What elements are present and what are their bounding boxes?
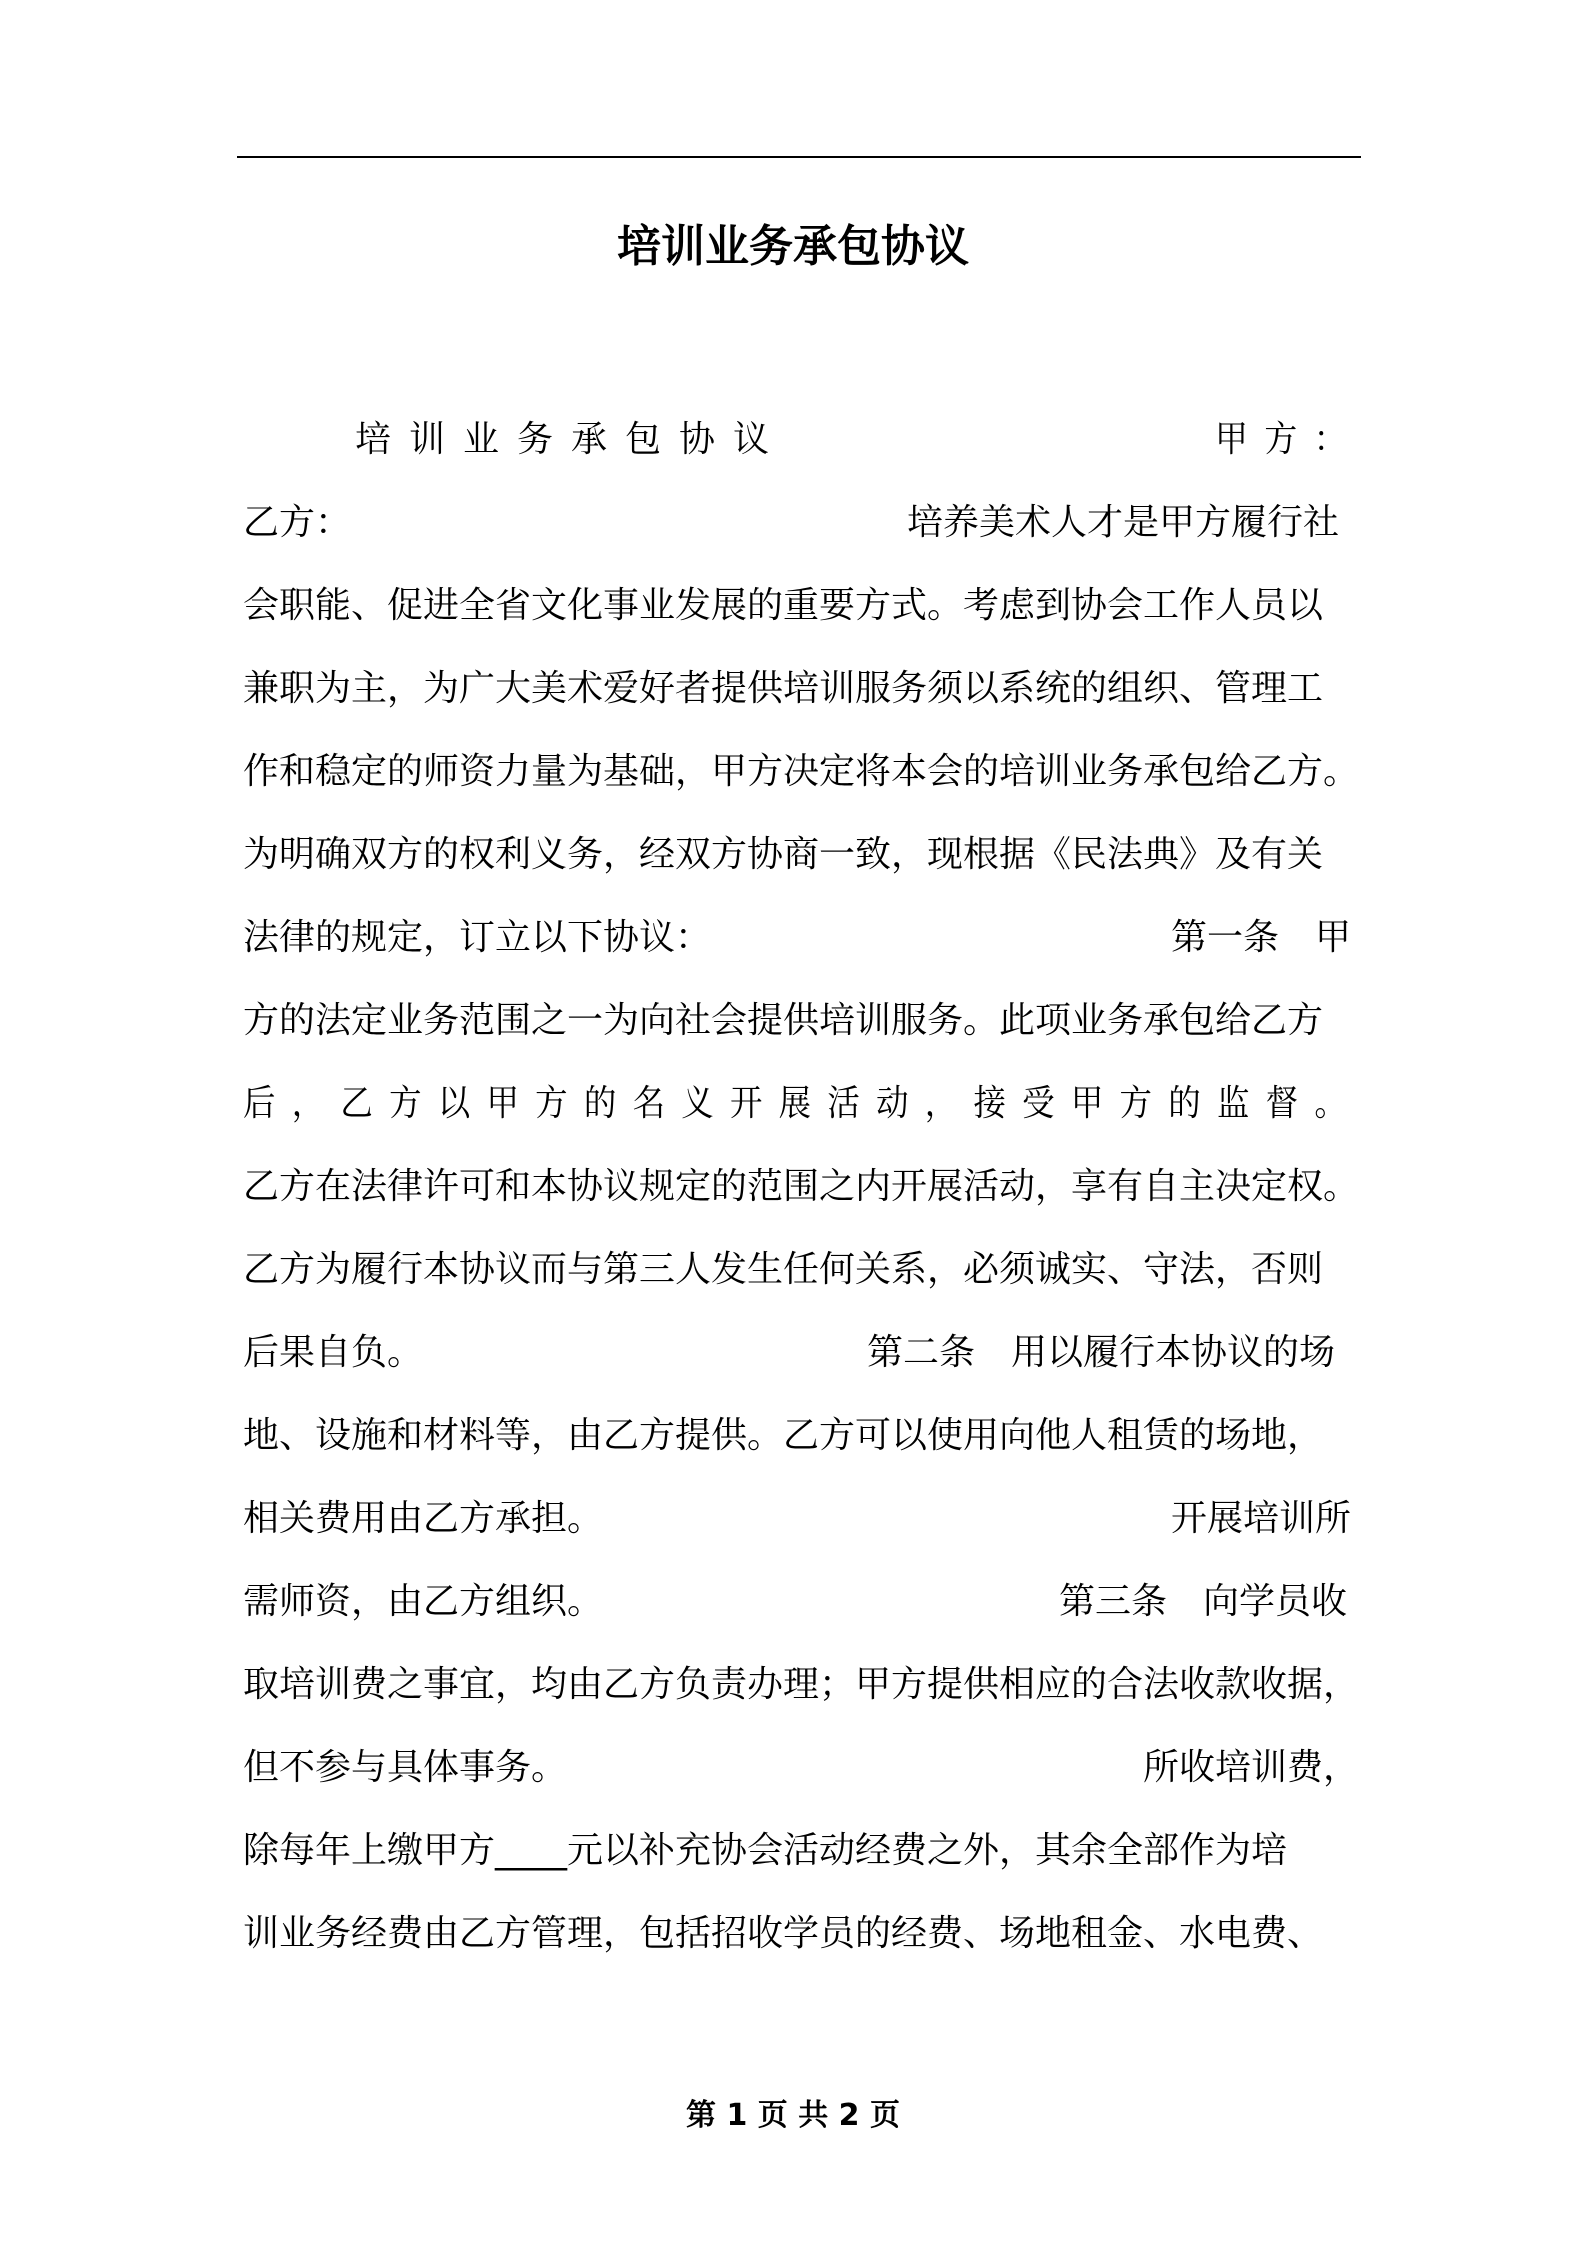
text-segment: 兼职为主，为广大美术爱好者提供培训服务须以系统的组织、管理工 — [243, 668, 1324, 709]
party-b-label: 乙方： — [243, 502, 352, 543]
body-heading: 培训业务承包协议 — [355, 419, 788, 460]
body-line-4 — [243, 647, 1363, 731]
text-segment: 除每年上缴甲方____元以补充协会活动经费之外，其余全部作为培 — [243, 1830, 1288, 1871]
text-segment: 训业务经费由乙方管理，包括招收学员的经费、场地租金、水电费、 — [243, 1913, 1324, 1954]
text-segment: 相关费用由乙方承担。 — [243, 1498, 604, 1539]
body-line-5 — [243, 730, 1363, 814]
body-line-3 — [243, 564, 1363, 648]
body-line-18 — [243, 1809, 1363, 1893]
header-rule — [237, 156, 1361, 158]
text-segment: 乙方在法律许可和本协议规定的范围之内开展活动，享有自主决定权。 — [243, 1166, 1360, 1207]
body-line-12 — [243, 1311, 1363, 1395]
text-segment: 为明确双方的权利义务，经双方协商一致，现根据《民法典》及有关 — [243, 834, 1324, 875]
body-line-11 — [243, 1228, 1363, 1312]
text-segment: 作和稳定的师资力量为基础，甲方决定将本会的培训业务承包给乙方。 — [243, 751, 1360, 792]
article-2-label: 第二条 用以履行本协议的场 — [867, 1332, 1336, 1373]
body-line-6 — [243, 813, 1363, 897]
party-a-label: 甲方： — [1215, 419, 1364, 460]
text-segment: 地、设施和材料等，由乙方提供。乙方可以使用向他人租赁的场地， — [243, 1415, 1324, 1456]
body-line-7 — [243, 896, 1363, 980]
text-segment: 后，乙方以甲方的名义开展活动，接受甲方的监督。 — [243, 1083, 1364, 1124]
article-1-label: 第一条 甲 — [1171, 917, 1352, 958]
body-line-2 — [243, 481, 1363, 565]
text-segment: 需师资，由乙方组织。 — [243, 1581, 604, 1622]
body-line-1 — [243, 398, 1363, 482]
text-segment: 培养美术人才是甲方履行社 — [907, 502, 1340, 543]
article-3-label: 第三条 向学员收 — [1059, 1581, 1348, 1622]
text-segment: 乙方为履行本协议而与第三人发生任何关系，必须诚实、守法，否则 — [243, 1249, 1324, 1290]
text-segment: 取培训费之事宜，均由乙方负责办理；甲方提供相应的合法收款收据， — [243, 1664, 1360, 1705]
text-segment: 开展培训所 — [1171, 1498, 1352, 1539]
body-line-10 — [243, 1145, 1363, 1229]
body-line-15 — [243, 1560, 1363, 1644]
body-line-9 — [243, 1062, 1363, 1146]
text-segment: 所收培训费， — [1143, 1747, 1360, 1788]
body-line-17 — [243, 1726, 1363, 1810]
document-title: 培训业务承包协议 — [617, 221, 969, 272]
text-segment: 后果自负。 — [243, 1332, 424, 1373]
body-line-19 — [243, 1892, 1363, 1976]
body-line-13 — [243, 1394, 1363, 1478]
body-line-14 — [243, 1477, 1363, 1561]
body-line-16 — [243, 1643, 1363, 1727]
text-segment: 法律的规定，订立以下协议： — [243, 917, 712, 958]
text-segment: 会职能、促进全省文化事业发展的重要方式。考虑到协会工作人员以 — [243, 585, 1324, 626]
body-line-8 — [243, 979, 1363, 1063]
page-number: 第 1 页 共 2 页 — [686, 2098, 900, 2133]
text-segment: 方的法定业务范围之一为向社会提供培训服务。此项业务承包给乙方 — [243, 1000, 1324, 1041]
text-segment: 但不参与具体事务。 — [243, 1747, 568, 1788]
